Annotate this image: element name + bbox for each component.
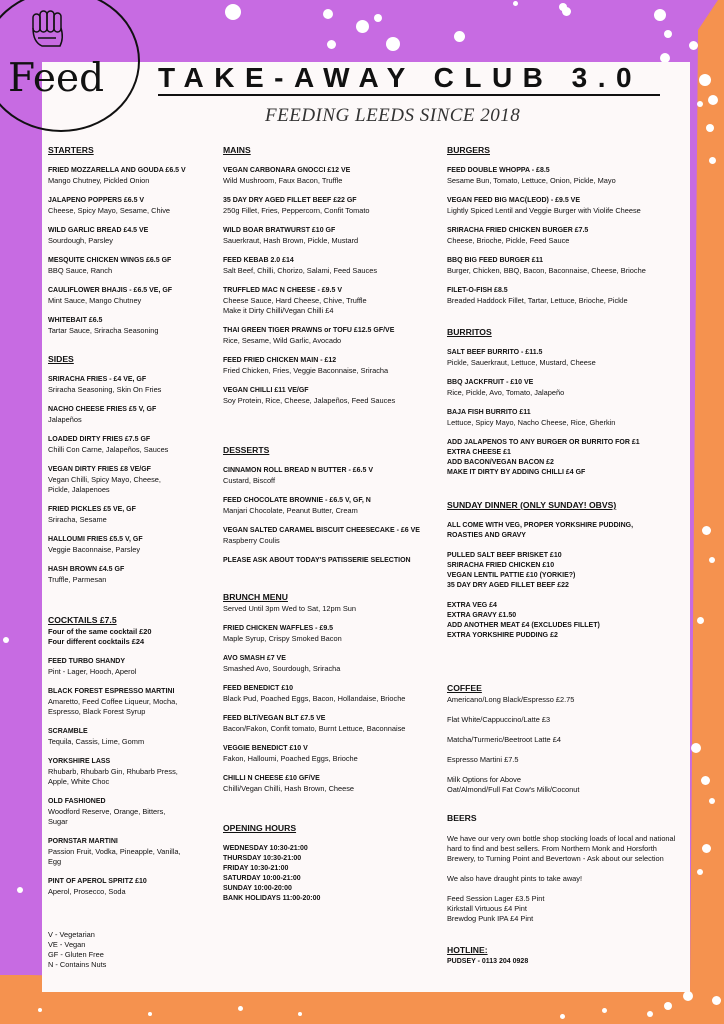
menu-item-title: FEED DOUBLE WHOPPA - £8.5 [447, 167, 550, 174]
decorative-dot [701, 776, 710, 785]
menu-item-title: LOADED DIRTY FRIES £7.5 GF [48, 436, 151, 443]
menu-line-bold: SUNDAY 10:00-20:00 [223, 885, 292, 892]
menu-item [223, 466, 420, 486]
menu-line-bold: ROASTIES AND GRAVY [447, 532, 526, 539]
menu-item-description: Raspberry Coulis [223, 536, 280, 545]
menu-item-title: VEGAN FEED BIG MAC(LEOD) - £9.5 VE [447, 197, 581, 204]
menu-item [447, 894, 679, 924]
menu-item [223, 326, 395, 346]
menu-section-burritos [447, 327, 640, 488]
menu-item [223, 496, 420, 516]
menu-line-bold: EXTRA YORKSHIRE PUDDING £2 [447, 632, 558, 639]
menu-item-description: VE - Vegan [48, 940, 86, 949]
menu-item-description: Manjari Chocolate, Peanut Butter, Cream [223, 506, 358, 515]
menu-item-title: AVO SMASH £7 VE [223, 655, 286, 662]
menu-item [48, 505, 168, 525]
menu-item-description: Oat/Almond/Full Fat Cow's Milk/Coconut [447, 785, 580, 794]
menu-item [223, 684, 405, 704]
menu-item-title: FEED CHOCOLATE BROWNIE - £6.5 V, GF, N [223, 497, 371, 504]
menu-item-title: FEED KEBAB 2.0 £14 [223, 257, 294, 264]
menu-item-description: Bacon/Fakon, Confit tomato, Burnt Lettuce, Baconnaise [223, 724, 406, 733]
section-heading: SIDES [48, 354, 74, 364]
menu-line-bold: EXTRA GRAVY £1.50 [447, 612, 517, 619]
menu-item-description: Soy Protein, Rice, Cheese, Jalapeños, Feed Sauces [223, 396, 396, 405]
decorative-dot [356, 20, 369, 33]
menu-item-description: Fried Chicken, Fries, Veggie Baconnaise, Sriracha [223, 366, 389, 375]
menu-item [447, 874, 679, 884]
menu-item [447, 438, 640, 478]
menu-item-title: CAULIFLOWER BHAJIS - £6.5 VE, GF [48, 287, 173, 294]
menu-item-description: Sauerkraut, Hash Brown, Pickle, Mustard [223, 236, 359, 245]
menu-item [447, 715, 579, 725]
menu-item-title: WILD GARLIC BREAD £4.5 VE [48, 227, 149, 234]
menu-item [447, 775, 579, 795]
menu-item-description: Amaretto, Feed Coffee Liqueur, Mocha, [48, 697, 178, 706]
menu-item-description: Pickle, Sauerkraut, Lettuce, Mustard, Cheese [447, 358, 596, 367]
decorative-dot [697, 617, 704, 624]
decorative-dot [691, 743, 701, 753]
menu-item-title: NACHO CHEESE FRIES £5 V, GF [48, 406, 157, 413]
menu-item [223, 654, 405, 674]
menu-section-brunch [223, 592, 405, 804]
menu-section-mains [223, 145, 395, 416]
menu-item-description: Espresso, Black Forest Syrup [48, 707, 146, 716]
menu-line-bold: ADD BACON/VEGAN BACON £2 [447, 459, 554, 466]
menu-item-title: PLEASE ASK ABOUT TODAY'S PATISSERIE SELECTION [223, 557, 411, 564]
section-heading: DESSERTS [223, 445, 270, 455]
menu-item-description: Rhubarb, Rhubarb Gin, Rhubarb Press, [48, 767, 178, 776]
menu-line-bold: BANK HOLIDAYS 11:00-20:00 [223, 895, 321, 902]
menu-item-title: WHITEBAIT £6.5 [48, 317, 103, 324]
menu-item [48, 166, 186, 186]
section-heading: BRUNCH MENU [223, 592, 288, 602]
menu-item-description: Truffle, Parmesan [48, 575, 107, 584]
menu-item-description: Maple Syrup, Crispy Smoked Bacon [223, 634, 342, 643]
menu-item [447, 286, 646, 306]
menu-item-description: Mint Sauce, Mango Chutney [48, 296, 142, 305]
menu-item [223, 226, 395, 246]
menu-item-description: Cheese Sauce, Hard Cheese, Chive, Truffle [223, 296, 367, 305]
menu-item-description: Wild Mushroom, Faux Bacon, Truffle [223, 176, 343, 185]
menu-item [447, 695, 579, 705]
menu-section-cocktails [48, 615, 181, 907]
menu-item-description: BBQ Sauce, Ranch [48, 266, 113, 275]
menu-item [223, 196, 395, 216]
decorative-dot [647, 1011, 653, 1017]
section-heading: SUNDAY DINNER (ONLY SUNDAY! OBVS) [447, 500, 617, 510]
menu-item [223, 774, 405, 794]
menu-item-title: BBQ BIG FEED BURGER £11 [447, 257, 544, 264]
menu-item [48, 565, 168, 585]
menu-item-description: Chilli Con Carne, Jalapeños, Sauces [48, 445, 169, 454]
menu-item [447, 521, 633, 541]
menu-section-burgers [447, 145, 646, 316]
menu-item [48, 757, 181, 787]
menu-item-title: FRIED PICKLES £5 VE, GF [48, 506, 136, 513]
menu-item-description: Black Pud, Poached Eggs, Bacon, Hollandaise, Brioche [223, 694, 406, 703]
menu-item [447, 957, 528, 967]
menu-item [48, 465, 168, 495]
section-heading: COCKTAILS £7.5 [48, 615, 117, 625]
section-heading: BURRITOS [447, 327, 492, 337]
menu-item-description: Make it Dirty Chilli/Vegan Chilli £4 [223, 306, 334, 315]
menu-item-description: Sesame Bun, Tomato, Lettuce, Onion, Pickle, Mayo [447, 176, 616, 185]
menu-item [48, 435, 168, 455]
menu-item-description: Kirkstall Virtuous £4 Pint [447, 904, 527, 913]
menu-item [48, 256, 186, 276]
menu-line-bold: MAKE IT DIRTY BY ADDING CHILLI £4 GF [447, 469, 586, 476]
menu-item-description: GF - Gluten Free [48, 950, 104, 959]
section-heading: BEERS [447, 813, 477, 823]
menu-item [447, 348, 640, 368]
decorative-dot [323, 9, 333, 19]
section-subheading [48, 627, 181, 647]
menu-item-description: Sugar [48, 817, 68, 826]
menu-section-sunday [447, 500, 633, 651]
menu-item-title: VEGGIE BENEDICT £10 V [223, 745, 308, 752]
menu-item-description: Pint - Lager, Hooch, Aperol [48, 667, 137, 676]
section-heading: BURGERS [447, 145, 490, 155]
decorative-dot [386, 37, 400, 51]
section-note: Four different cocktails £24 [48, 637, 145, 646]
menu-item-description: We also have draught pints to take away! [447, 874, 583, 883]
decorative-dot [712, 996, 721, 1005]
menu-item-description: Veggie Baconnaise, Parsley [48, 545, 141, 554]
menu-item-description: Milk Options for Above [447, 775, 521, 784]
menu-item [48, 930, 106, 970]
menu-item-title: BAJA FISH BURRITO £11 [447, 409, 531, 416]
decorative-dot [654, 9, 666, 21]
menu-item-title: SRIRACHA FRIED CHICKEN BURGER £7.5 [447, 227, 589, 234]
menu-section-hotline [447, 945, 528, 977]
menu-item-title: TRUFFLED MAC N CHEESE - £9.5 V [223, 287, 343, 294]
decorative-dot [374, 14, 382, 22]
section-subheading [223, 604, 405, 614]
menu-item-description: 250g Fillet, Fries, Peppercorn, Confit Tomato [223, 206, 370, 215]
section-heading: HOTLINE: [447, 945, 488, 955]
menu-item-description: Vegan Chilli, Spicy Mayo, Cheese, [48, 475, 161, 484]
menu-item-title: VEGAN SALTED CARAMEL BISCUIT CHEESECAKE - £6 VE [223, 527, 420, 534]
menu-item [447, 166, 646, 186]
menu-item [223, 624, 405, 644]
menu-section-legend [48, 930, 106, 980]
menu-line-bold: PUDSEY - 0113 204 0928 [447, 958, 529, 965]
menu-paragraph: We have our very own bottle shop stocking loads of local and national hard to find and best sellers. From Northern Monk and Horsforth Brewery, to Turning Point and Bevertown - Ask about our selection [447, 834, 676, 863]
menu-item [48, 226, 186, 246]
decorative-dot [706, 124, 714, 132]
menu-item-title: BBQ JACKFRUIT - £10 VE [447, 379, 534, 386]
menu-item [447, 551, 633, 591]
menu-item-title: HASH BROWN £4.5 GF [48, 566, 125, 573]
decorative-dot [148, 1012, 152, 1016]
menu-item [447, 755, 579, 765]
decorative-dot [298, 1012, 302, 1016]
section-heading: STARTERS [48, 145, 94, 155]
menu-section-beers [447, 813, 679, 934]
menu-item-description: Aperol, Prosecco, Soda [48, 887, 126, 896]
menu-item [223, 844, 320, 904]
menu-item [223, 286, 395, 316]
decorative-dot [560, 1014, 565, 1019]
menu-item-description: Fakon, Halloumi, Poached Eggs, Brioche [223, 754, 358, 763]
menu-item-description: Custard, Biscoff [223, 476, 276, 485]
menu-item-title: SCRAMBLE [48, 728, 88, 735]
menu-item-title: THAI GREEN TIGER PRAWNS or TOFU £12.5 GF/VE [223, 327, 395, 334]
menu-item-description: Lettuce, Spicy Mayo, Nacho Cheese, Rice, Gherkin [447, 418, 616, 427]
menu-item-title: CHILLI N CHEESE £10 GF/VE [223, 775, 320, 782]
menu-item-title: WILD BOAR BRATWURST £10 GF [223, 227, 336, 234]
section-heading: COFFEE [447, 683, 482, 693]
menu-item [48, 687, 181, 717]
menu-item-description: Salt Beef, Chilli, Chorizo, Salami, Feed Sauces [223, 266, 378, 275]
menu-item-description: Egg [48, 857, 62, 866]
decorative-dot [683, 991, 693, 1001]
menu-line-bold: ADD JALAPENOS TO ANY BURGER OR BURRITO FOR £1 [447, 439, 640, 446]
menu-section-desserts [223, 445, 420, 576]
menu-item-title: FEED BLT/VEGAN BLT £7.5 VE [223, 715, 326, 722]
decorative-dot [697, 101, 703, 107]
menu-item-title: YORKSHIRE LASS [48, 758, 111, 765]
menu-item [48, 535, 168, 555]
menu-item [223, 166, 395, 186]
menu-item [48, 375, 168, 395]
menu-item-description: Americano/Long Black/Espresso £2.75 [447, 695, 575, 704]
decorative-dot [225, 4, 241, 20]
menu-item-title: FEED BENEDICT £10 [223, 685, 294, 692]
menu-item [48, 286, 186, 306]
menu-item-description: Smashed Avo, Sourdough, Sriracha [223, 664, 341, 673]
decorative-dot [327, 40, 336, 49]
menu-item-description: Burger, Chicken, BBQ, Bacon, Baconnaise, Cheese, Brioche [447, 266, 646, 275]
menu-item-description: Passion Fruit, Vodka, Pineapple, Vanilla, [48, 847, 181, 856]
menu-item [447, 226, 646, 246]
menu-item [223, 556, 420, 566]
menu-item-description: Jalapeños [48, 415, 82, 424]
menu-item-description: Rice, Pickle, Avo, Tomato, Jalapeño [447, 388, 565, 397]
menu-item-title: VEGAN CARBONARA GNOCCI £12 VE [223, 167, 351, 174]
decorative-dot [709, 557, 715, 563]
menu-item [447, 378, 640, 398]
menu-item [48, 405, 168, 425]
decorative-dot [664, 1002, 672, 1010]
decorative-dot [602, 1008, 607, 1013]
menu-item-title: SALT BEEF BURRITO - £11.5 [447, 349, 543, 356]
decorative-dot [664, 30, 672, 38]
section-note: Served Until 3pm Wed to Sat, 12pm Sun [223, 604, 356, 613]
decorative-dot [697, 869, 703, 875]
menu-section-starters [48, 145, 186, 346]
menu-item-description: Pickle, Jalapenoes [48, 485, 110, 494]
menu-item-description: Lightly Spiced Lentil and Veggie Burger with Violife Cheese [447, 206, 641, 215]
menu-item-title: BLACK FOREST ESPRESSO MARTINI [48, 688, 175, 695]
section-heading: OPENING HOURS [223, 823, 297, 833]
menu-item-title: VEGAN CHILLI £11 VE/GF [223, 387, 309, 394]
menu-item [223, 714, 405, 734]
menu-line-bold: PULLED SALT BEEF BRISKET £10 [447, 552, 562, 559]
menu-item-description: Tartar Sauce, Sriracha Seasoning [48, 326, 159, 335]
menu-line-bold: SATURDAY 10:00-21:00 [223, 875, 301, 882]
menu-item-description: Apple, White Choc [48, 777, 110, 786]
menu-line-bold: EXTRA CHEESE £1 [447, 449, 511, 456]
menu-item-title: FRIED MOZZARELLA AND GOUDA £6.5 V [48, 167, 186, 174]
menu-item-description: Mango Chutney, Pickled Onion [48, 176, 150, 185]
menu-item [223, 744, 405, 764]
menu-section-sides [48, 354, 168, 595]
logo-text: Feed [8, 56, 105, 101]
menu-item-title: PINT OF APEROL SPRITZ £10 [48, 878, 147, 885]
menu-item-description: Sourdough, Parsley [48, 236, 113, 245]
menu-item [447, 601, 633, 641]
menu-item-description: N - Contains Nuts [48, 960, 107, 969]
menu-line-bold: VEGAN LENTIL PATTIE £10 (YORKIE?) [447, 572, 576, 579]
menu-line-bold: ALL COME WITH VEG, PROPER YORKSHIRE PUDDING, [447, 522, 634, 529]
page-title: TAKE-AWAY CLUB 3.0 [158, 62, 660, 96]
decorative-dot [3, 637, 9, 643]
menu-line-bold: THURSDAY 10:30-21:00 [223, 855, 302, 862]
menu-item-description: Tequila, Cassis, Lime, Gomm [48, 737, 145, 746]
menu-section-coffee [447, 683, 579, 805]
menu-item-title: PORNSTAR MARTINI [48, 838, 118, 845]
menu-item-title: FILET-O-FISH £8.5 [447, 287, 508, 294]
decorative-dot [702, 526, 711, 535]
menu-item-title: OLD FASHIONED [48, 798, 106, 805]
menu-item [48, 657, 181, 677]
menu-item-description: Flat White/Cappuccino/Latte £3 [447, 715, 551, 724]
fist-icon [30, 8, 68, 52]
menu-item [447, 196, 646, 216]
menu-line-bold: FRIDAY 10:30-21:00 [223, 865, 289, 872]
menu-item [48, 837, 181, 867]
menu-item-title: VEGAN DIRTY FRIES £8 VE/GF [48, 466, 151, 473]
menu-item [48, 727, 181, 747]
menu-item [223, 386, 395, 406]
menu-item-title: JALAPENO POPPERS £6.5 V [48, 197, 145, 204]
menu-item-description: Sriracha Seasoning, Skin On Fries [48, 385, 162, 394]
menu-item-description: Feed Session Lager £3.5 Pint [447, 894, 545, 903]
decorative-dot [238, 1006, 243, 1011]
menu-item-title: CINNAMON ROLL BREAD N BUTTER - £6.5 V [223, 467, 373, 474]
decorative-dot [708, 95, 718, 105]
menu-item-title: FRIED CHICKEN WAFFLES - £9.5 [223, 625, 334, 632]
menu-item-description: Brewdog Punk IPA £4 Pint [447, 914, 534, 923]
page-subtitle: FEEDING LEEDS SINCE 2018 [265, 105, 521, 126]
menu-line-bold: WEDNESDAY 10:30-21:00 [223, 845, 308, 852]
menu-item [48, 797, 181, 827]
menu-item-description: Chilli/Vegan Chilli, Hash Brown, Cheese [223, 784, 355, 793]
menu-item-description: Sriracha, Sesame [48, 515, 107, 524]
decorative-dot [17, 887, 23, 893]
menu-section-hours [223, 823, 320, 914]
decorative-dot [38, 1008, 42, 1012]
menu-item-title: FEED FRIED CHICKEN MAIN - £12 [223, 357, 337, 364]
menu-item [447, 256, 646, 276]
menu-item-description: Breaded Haddock Fillet, Tartar, Lettuce, Brioche, Pickle [447, 296, 628, 305]
menu-line-bold: 35 DAY DRY AGED FILLET BEEF £22 [447, 582, 569, 589]
menu-item [48, 877, 181, 897]
decorative-dot [702, 844, 711, 853]
menu-item-description: Cheese, Brioche, Pickle, Feed Sauce [447, 236, 570, 245]
decorative-dot [513, 1, 518, 6]
menu-item-description: Cheese, Spicy Mayo, Sesame, Chive [48, 206, 170, 215]
menu-item [223, 526, 420, 546]
menu-item [447, 408, 640, 428]
menu-item [48, 196, 186, 216]
decorative-dot [689, 41, 698, 50]
menu-item [447, 834, 679, 864]
menu-item-title: HALLOUMI FRIES £5.5 V, GF [48, 536, 143, 543]
decorative-dot [699, 74, 711, 86]
menu-item-title: 35 DAY DRY AGED FILLET BEEF £22 GF [223, 197, 357, 204]
decorative-dot [709, 157, 716, 164]
menu-item [223, 256, 395, 276]
menu-item-description: V - Vegetarian [48, 930, 95, 939]
menu-item-title: FEED TURBO SHANDY [48, 658, 126, 665]
menu-item-title: MESQUITE CHICKEN WINGS £6.5 GF [48, 257, 172, 264]
menu-item-description: Rice, Sesame, Wild Garlic, Avocado [223, 336, 342, 345]
menu-item [48, 316, 186, 336]
section-note: Four of the same cocktail £20 [48, 627, 152, 636]
decorative-dot [709, 798, 715, 804]
menu-line-bold: SRIRACHA FRIED CHICKEN £10 [447, 562, 555, 569]
menu-item-title: SRIRACHA FRIES - £4 VE, GF [48, 376, 147, 383]
decorative-dot [562, 7, 571, 16]
menu-item-description: Matcha/Turmeric/Beetroot Latte £4 [447, 735, 561, 744]
menu-item-description: Espresso Martini £7.5 [447, 755, 519, 764]
section-heading: MAINS [223, 145, 251, 155]
menu-line-bold: ADD ANOTHER MEAT £4 (EXCLUDES FILLET) [447, 622, 600, 629]
menu-line-bold: EXTRA VEG £4 [447, 602, 497, 609]
decorative-dot [454, 31, 465, 42]
menu-item [447, 735, 579, 745]
menu-item-description: Woodford Reserve, Orange, Bitters, [48, 807, 166, 816]
menu-item [223, 356, 395, 376]
